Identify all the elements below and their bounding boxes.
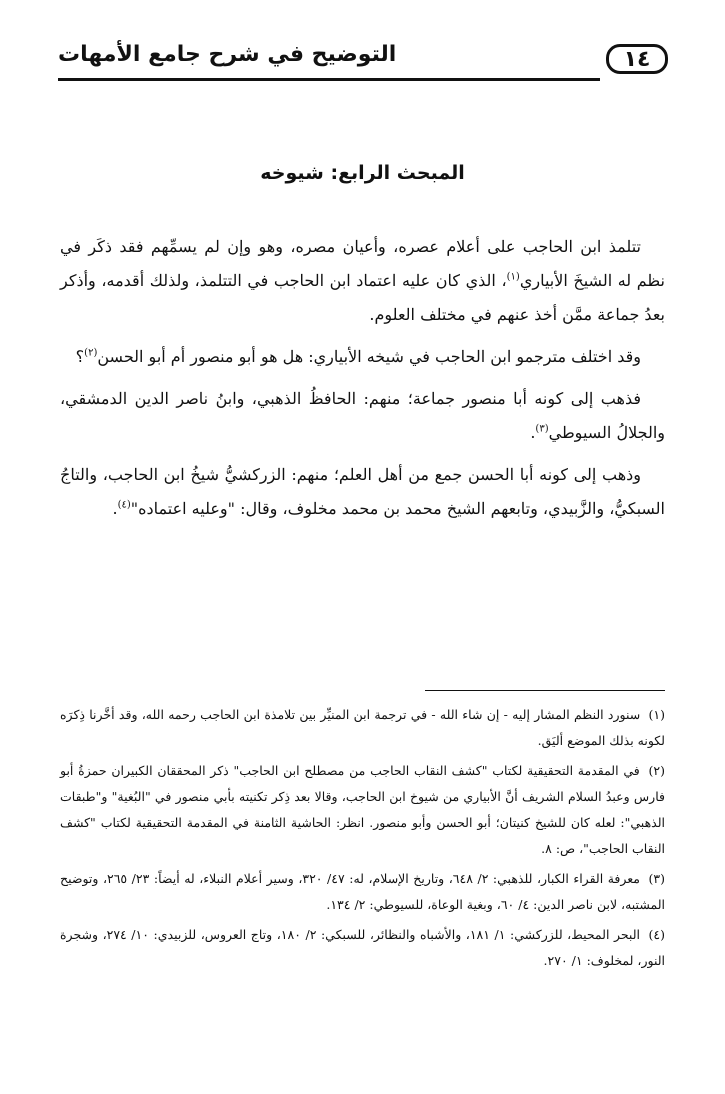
paragraph-text: وذهب إلى كونه أبا الحسن جمع من أهل العلم؛ منهم: الزركشيُّ شيخُ ابن الحاجب، والتاجُ السبكيُّ، والزَّبيدي، وتابعهم الشيخ محمد بن محمد مخلوف، وقال: "وعليه اعتماده" — [60, 465, 665, 518]
footnote-ref[interactable]: (٤) — [117, 499, 131, 511]
header-rule — [58, 78, 600, 81]
book-title: التوضيح في شرح جامع الأمهات — [58, 42, 397, 67]
footnote — [60, 866, 665, 918]
body-paragraph — [60, 382, 665, 450]
footnote-number: (٤) — [648, 927, 666, 942]
footnote — [60, 702, 665, 754]
paragraph-text: . — [530, 423, 536, 442]
footnote — [60, 758, 665, 862]
body-paragraph — [60, 340, 665, 374]
page-header — [58, 44, 668, 84]
paragraph-text: ، الذي كان عليه اعتماد ابن الحاجب في التتلمذ، ولذلك أقدمه، وأذكر بعدُ جماعة ممَّن أخذ عنهم في مختلف العلوم. — [60, 271, 665, 324]
footnote-text: معرفة القراء الكبار، للذهبي: ٢/ ٦٤٨، وتاريخ الإسلام، له: ٤٧/ ٣٢٠، وسير أعلام النبلاء، له أيضاً: ٢٣/ ٢٦٥، وتوضيح المشتبه، لابن ناصر الدين: ٤/ ٦٠، وبغية الوعاة، للسيوطي: ٢/ ١٣٤. — [60, 871, 665, 912]
footnote-text: سنورد النظم المشار إليه - إن شاء الله - في ترجمة ابن المنيِّر بين تلامذة ابن الحاجب رحمه الله، وقد أخَّرنا ذِكرَه لكونه بذلك الموضع أليَق. — [60, 707, 665, 748]
footnotes — [60, 702, 665, 978]
footnote — [60, 922, 665, 974]
footnote-number: (٣) — [648, 871, 666, 886]
paragraph-text: ؟ — [75, 347, 85, 366]
body-paragraph — [60, 458, 665, 526]
footnote-text: في المقدمة التحقيقية لكتاب "كشف النقاب الحاجب من مصطلح ابن الحاجب" ذكر المحققان الكبيران حمزةُ أبو فارس وعبدُ السلام الشريف أنَّ الأبياري من شيوخ ابن الحاجب، وقالا بعد ذِكر تكنيته بأبي منصور في "البُغية" و"طبقات الذهبي": لعله كان للشيخ كنيتان؛ أبو الحسن وأبو منصور. انظر: الحاشية الثامنة في المقدمة التحقيقية لكتاب "كشف النقاب الحاجب"، ص: ٨. — [60, 763, 665, 856]
footnote-ref[interactable]: (١) — [506, 271, 520, 283]
footnote-ref[interactable]: (٢) — [84, 347, 98, 359]
footnote-number: (٢) — [648, 763, 666, 778]
footnote-number: (١) — [648, 707, 665, 722]
footnote-ref[interactable]: (٣) — [535, 423, 549, 435]
chapter-title: المبحث الرابع: شيوخه — [260, 162, 465, 184]
main-body — [60, 230, 665, 534]
page-number: ١٤ — [606, 44, 668, 74]
paragraph-text: . — [112, 499, 118, 518]
footnote-text: البحر المحيط، للزركشي: ١/ ١٨١، والأشباه والنظائر، للسبكي: ٢/ ١٨٠، وتاج العروس، للزبيدي: ١٠/ ٢٧٤، وشجرة النور، لمخلوف: ١/ ٢٧٠. — [60, 927, 665, 968]
paragraph-text: وقد اختلف مترجمو ابن الحاجب في شيخه الأبياري: هل هو أبو منصور أم أبو الحسن — [97, 347, 641, 366]
body-paragraph — [60, 230, 665, 332]
paragraph-text: فذهب إلى كونه أبا منصور جماعة؛ منهم: الحافظُ الذهبي، وابنُ ناصر الدين الدمشقي، والجلالُ السيوطي — [60, 389, 665, 442]
paragraph-text: تتلمذ ابن الحاجب على أعلام عصره، وأعيان مصره، وهو وإن لم يسمِّهم فقد ذكَر في نظم له الشيخَ الأبياري — [60, 237, 666, 290]
footnote-separator — [425, 690, 665, 691]
